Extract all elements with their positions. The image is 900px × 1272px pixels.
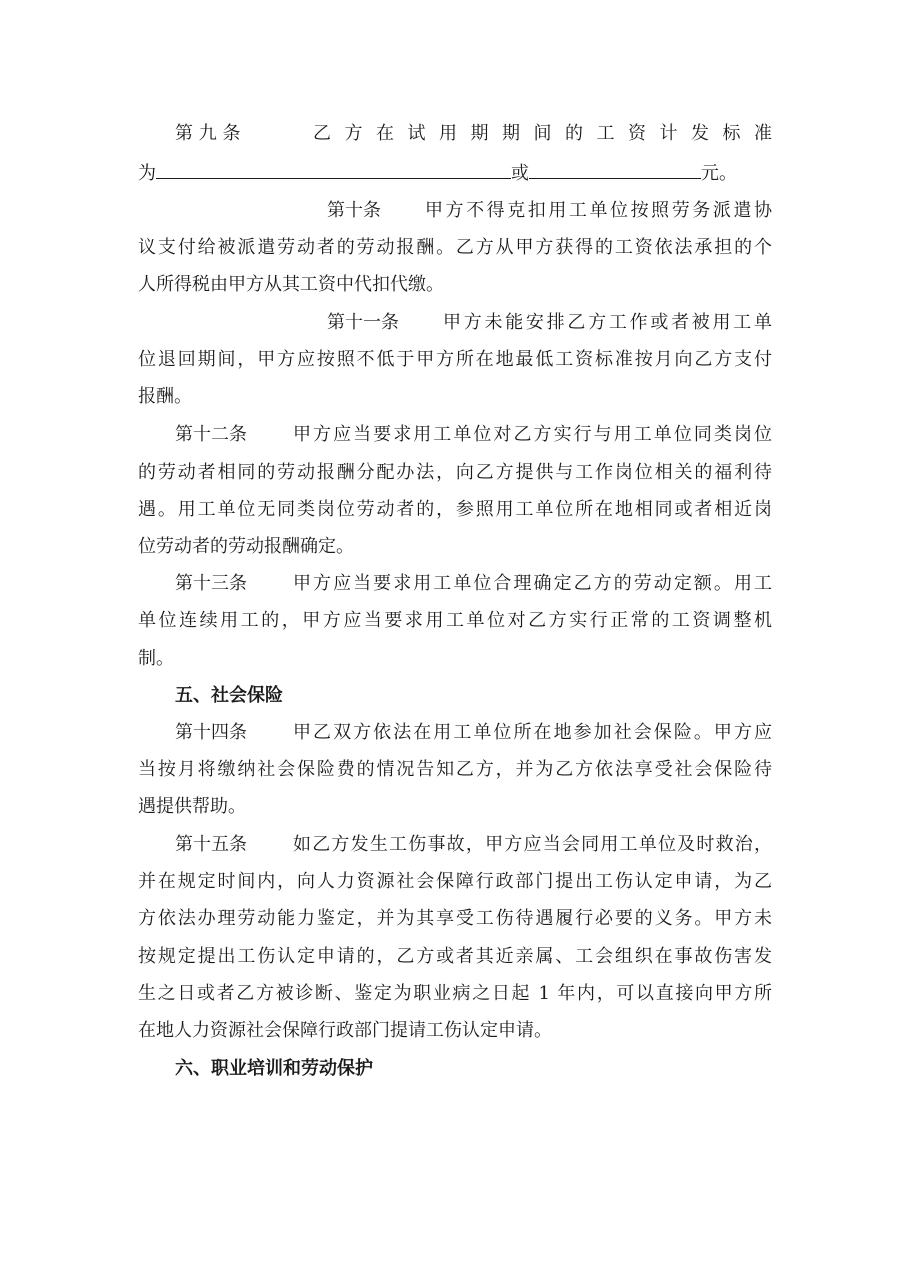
article-14-text-1: 甲乙双方依法在用工单位所在地参加社会保险。甲方应 [293,722,772,743]
article-13-text-1: 甲方应当要求用工单位合理确定乙方的劳动定额。用工 [293,573,772,594]
article-12-line-4: 位劳动者的劳动报酬确定。 [138,536,354,557]
article-14-line-1 [175,720,772,746]
article-10-line-1 [327,198,772,224]
article-9-label: 第 九 条 [175,123,241,144]
article-12-line-2: 的劳动者相同的劳动报酬分配办法，向乙方提供与工作岗位相关的福利待 [138,462,772,483]
article-15-line-1 [175,832,772,858]
article-10-text-1: 甲方不得克扣用工单位按照劳务派遣协 [425,200,772,221]
article-11-line-3: 报酬。 [138,386,192,407]
article-12-label: 第十二条 [175,424,247,445]
article-11-line-2: 位退回期间，甲方应按照不低于甲方所在地最低工资标准按月向乙方支付 [138,349,772,370]
salary-blank-2[interactable] [529,158,701,179]
article-12-line-1 [175,422,772,448]
article-9-text: 乙 方 在 试 用 期 期 间 的 工 资 计 发 标 准 [313,123,772,144]
article-15-line-4: 按规定提出工伤认定申请的，乙方或者其近亲属、工会组织在事故伤害发 [138,946,772,967]
article-9-suffix: 元。 [701,163,737,184]
article-11-label: 第十一条 [327,312,399,333]
article-14-label: 第十四条 [175,722,247,743]
article-15-line-2: 并在规定时间内，向人力资源社会保障行政部门提出工伤认定申请，为乙 [138,871,772,892]
article-12-line-3: 遇。用工单位无同类岗位劳动者的，参照用工单位所在地相同或者相近岗 [138,499,772,520]
article-13-line-1 [175,571,772,597]
article-15-text-1: 如乙方发生工伤事故，甲方应当会同用工单位及时救治， [293,834,772,855]
article-10-line-3: 人所得税由甲方从其工资中代扣代缴。 [138,274,444,295]
article-9-prefix: 为 [138,163,156,184]
article-15-label: 第十五条 [175,834,247,855]
salary-blank-1[interactable] [156,158,511,179]
article-15-line-5: 生之日或者乙方被诊断、鉴定为职业病之日起 1 年内，可以直接向甲方所 [138,983,772,1004]
article-12-text-1: 甲方应当要求用工单位对乙方实行与用工单位同类岗位 [293,424,772,445]
article-9-line-1 [175,121,772,147]
article-14-line-3: 遇提供帮助。 [138,796,246,817]
section-5-heading: 五、社会保险 [175,685,283,706]
article-9-line-2 [138,158,772,184]
article-15-line-6: 在地人力资源社会保障行政部门提请工伤认定申请。 [138,1020,552,1041]
article-13-line-2: 单位连续用工的，甲方应当要求用工单位对乙方实行正常的工资调整机 [138,610,772,631]
article-11-line-1 [327,310,772,336]
article-9-mid: 或 [511,163,529,184]
article-10-label: 第十条 [327,200,381,221]
article-11-text-1: 甲方未能安排乙方工作或者被用工单 [443,312,772,333]
article-10-line-2: 议支付给被派遣劳动者的劳动报酬。乙方从甲方获得的工资依法承担的个 [138,237,772,258]
article-13-line-3: 制。 [138,648,174,669]
article-15-line-3: 方依法办理劳动能力鉴定，并为其享受工伤待遇履行必要的义务。甲方未 [138,908,772,929]
section-6-heading: 六、职业培训和劳动保护 [175,1058,373,1079]
article-13-label: 第十三条 [175,573,247,594]
article-14-line-2: 当按月将缴纳社会保险费的情况告知乙方，并为乙方依法享受社会保险待 [138,759,772,780]
